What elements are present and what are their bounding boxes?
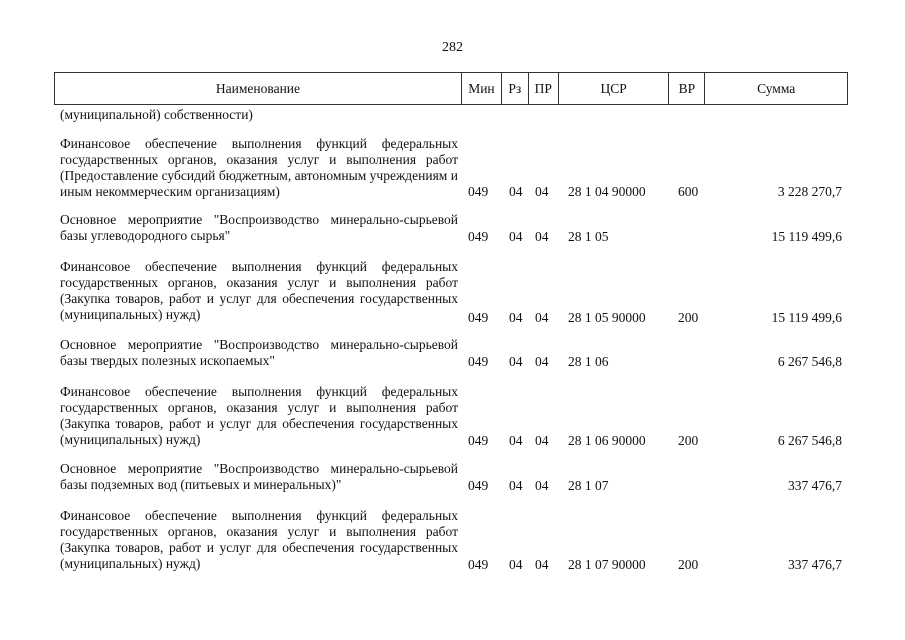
row-sum: 6 267 546,8 — [777, 354, 842, 369]
row-name: Основное мероприятие "Воспроизводство минерально-сырьевой базы твердых полезных ископаемых" — [60, 337, 458, 368]
row-sum: 15 119 499,6 — [771, 310, 842, 325]
row-vr: 200 — [678, 310, 699, 325]
row-min: 049 — [468, 310, 489, 325]
row-min: 049 — [468, 557, 489, 572]
row-pr: 04 — [535, 310, 549, 325]
header-min: Мин — [462, 73, 502, 104]
row-min: 049 — [468, 478, 489, 493]
row-pr: 04 — [535, 433, 549, 448]
row-rz: 04 — [509, 557, 523, 572]
row-name: Финансовое обеспечение выполнения функций федеральных государственных органов, оказания услуг и выполнения работ (Закупка товаров, работ и услуг для обеспечения государственных (муниципальных) нужд) — [60, 508, 458, 571]
row-name: Основное мероприятие "Воспроизводство минерально-сырьевой базы углеводородного сырья" — [60, 212, 458, 243]
row-pr: 04 — [535, 478, 549, 493]
row-pr: 04 — [535, 557, 549, 572]
row-rz: 04 — [509, 478, 523, 493]
row-sum: 15 119 499,6 — [771, 229, 842, 244]
row-csr: 28 1 07 90000 — [568, 557, 646, 572]
row-min: 049 — [468, 354, 489, 369]
row-rz: 04 — [509, 310, 523, 325]
header-rz: Рз — [502, 73, 529, 104]
row-csr: 28 1 06 — [568, 354, 609, 369]
row-rz: 04 — [509, 184, 523, 199]
row-vr: 200 — [678, 433, 699, 448]
row-pr: 04 — [535, 229, 549, 244]
row-csr: 28 1 06 90000 — [568, 433, 646, 448]
row-name: (муниципальной) собственности) — [60, 107, 253, 122]
page-number: 282 — [442, 40, 463, 55]
row-sum: 337 476,7 — [788, 557, 842, 572]
row-vr: 600 — [678, 184, 699, 199]
row-name: Основное мероприятие "Воспроизводство минерально-сырьевой базы подземных вод (питьевых и минеральных)" — [60, 461, 458, 492]
row-sum: 6 267 546,8 — [777, 433, 842, 448]
row-rz: 04 — [509, 354, 523, 369]
row-pr: 04 — [535, 184, 549, 199]
table-header — [54, 72, 848, 105]
row-vr: 200 — [678, 557, 699, 572]
header-pr: ПР — [529, 73, 559, 104]
row-sum: 337 476,7 — [788, 478, 842, 493]
row-csr: 28 1 04 90000 — [568, 184, 646, 199]
row-sum: 3 228 270,7 — [777, 184, 842, 199]
row-csr: 28 1 05 90000 — [568, 310, 646, 325]
row-rz: 04 — [509, 433, 523, 448]
row-name: Финансовое обеспечение выполнения функций федеральных государственных органов, оказания услуг и выполнения работ (Закупка товаров, работ и услуг для обеспечения государственных (муниципальных) нужд) — [60, 259, 458, 322]
row-min: 049 — [468, 433, 489, 448]
header-vr: ВР — [669, 73, 705, 104]
row-min: 049 — [468, 184, 489, 199]
row-min: 049 — [468, 229, 489, 244]
row-csr: 28 1 07 — [568, 478, 609, 493]
row-csr: 28 1 05 — [568, 229, 609, 244]
row-rz: 04 — [509, 229, 523, 244]
row-pr: 04 — [535, 354, 549, 369]
header-csr: ЦСР — [559, 73, 670, 104]
header-sum: Сумма — [757, 80, 796, 96]
header-name: Наименование — [55, 73, 462, 104]
row-name: Финансовое обеспечение выполнения функций федеральных государственных органов, оказания услуг и выполнения работ (Предоставление субсидий бюджетным, автономным учреждениям и иным некоммерческим организациям) — [60, 136, 458, 199]
row-name: Финансовое обеспечение выполнения функций федеральных государственных органов, оказания услуг и выполнения работ (Закупка товаров, работ и услуг для обеспечения государственных (муниципальных) нужд) — [60, 384, 458, 447]
